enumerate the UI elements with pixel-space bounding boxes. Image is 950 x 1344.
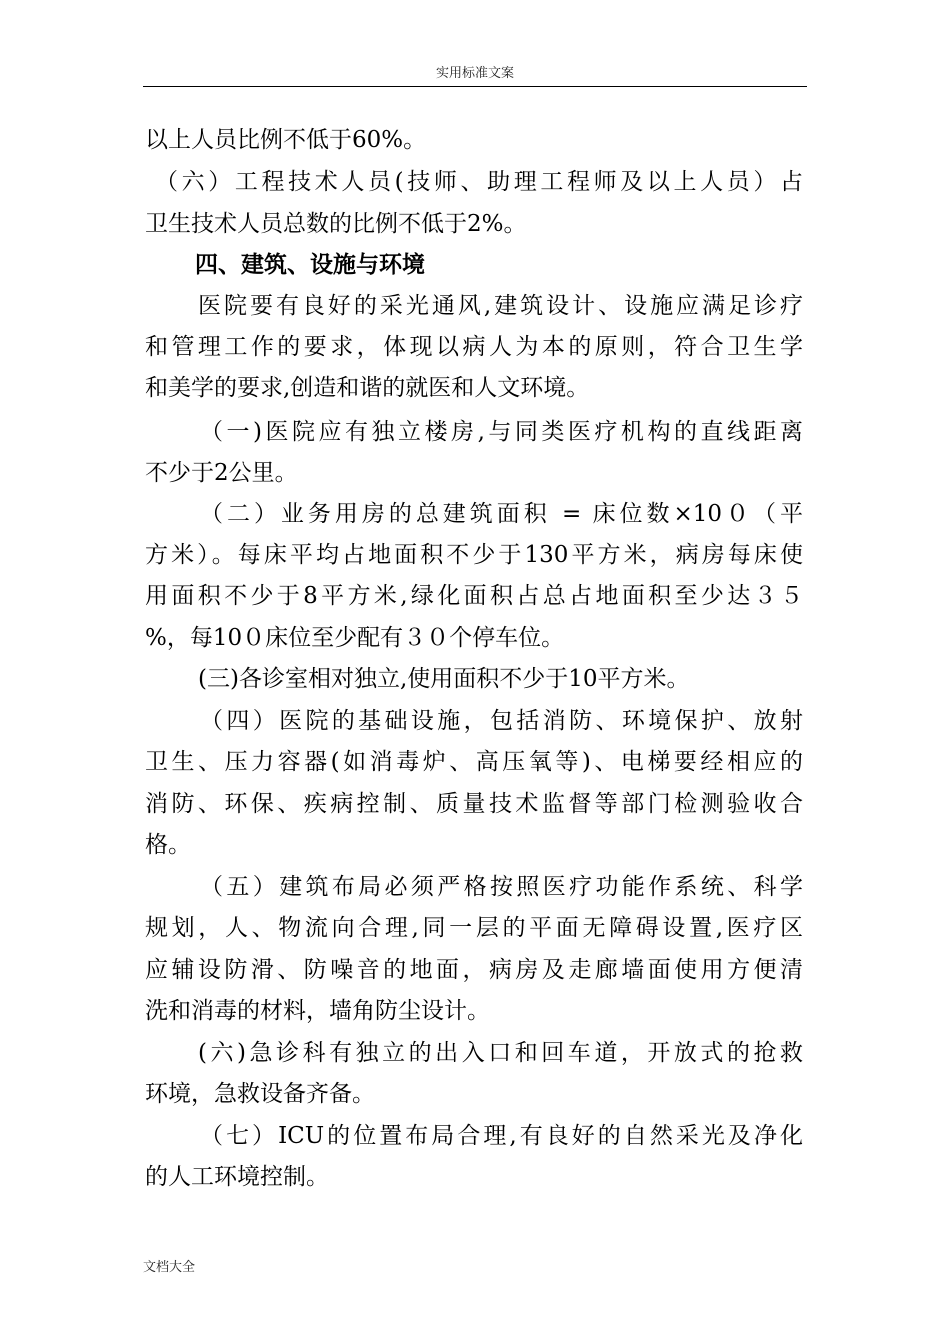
body-line: 不少于2公里。: [145, 460, 298, 486]
body-line: （七）ICU的位置布局合理,有良好的自然采光及净化: [200, 1123, 803, 1149]
body-line: 和管理工作的要求，体现以病人为本的原则，符合卫生学: [145, 334, 803, 360]
body-line: （二）业务用房的总建筑面积 = 床位数×10０（平: [200, 501, 803, 527]
body-line: 洗和消毒的材料，墙角防尘设计。: [145, 998, 490, 1024]
body-line: 方米）。每床平均占地面积不少于130平方米，病房每床使: [145, 542, 803, 568]
body-line: (六)急诊科有独立的出入口和回车道，开放式的抢救: [198, 1040, 803, 1066]
header-divider: [143, 86, 807, 87]
body-line: 消防、环保、疾病控制、质量技术监督等部门检测验收合: [145, 791, 803, 817]
page-footer: 文档大全: [143, 1260, 196, 1275]
body-line: （四）医院的基础设施，包括消防、环境保护、放射: [200, 708, 803, 734]
body-line: 环境，急救设备齐备。: [145, 1081, 375, 1107]
body-line: 卫生技术人员总数的比例不低于2%。: [145, 211, 527, 237]
body-line: (三)各诊室相对独立,使用面积不少于10平方米。: [198, 666, 690, 692]
body-line: 规划，人、物流向合理,同一层的平面无障碍设置,医疗区: [145, 915, 803, 941]
body-line: （六）工程技术人员(技师、助理工程师及以上人员）占: [155, 169, 803, 195]
body-line: 卫生、压力容器(如消毒炉、高压氧等)、电梯要经相应的: [145, 749, 803, 775]
body-line: 格。: [145, 832, 191, 858]
section-heading: 四、建筑、设施与环境: [195, 252, 425, 278]
page-header: 实用标准文案: [435, 66, 514, 81]
body-line: 用面积不少于8平方米,绿化面积占总占地面积至少达３５: [145, 583, 803, 609]
body-line: 和美学的要求,创造和谐的就医和人文环境。: [145, 375, 590, 401]
body-line: %，每10０床位至少配有３０个停车位。: [145, 625, 565, 651]
body-line: 以上人员比例不低于60%。: [145, 127, 427, 153]
body-line: 应辅设防滑、防噪音的地面，病房及走廊墙面使用方便清: [145, 957, 803, 983]
body-line: 医院要有良好的采光通风,建筑设计、设施应满足诊疗: [198, 293, 803, 319]
body-line: 的人工环境控制。: [145, 1164, 329, 1190]
body-line: （五）建筑布局必须严格按照医疗功能作系统、科学: [200, 874, 803, 900]
body-line: （一)医院应有独立楼房,与同类医疗机构的直线距离: [200, 419, 803, 445]
